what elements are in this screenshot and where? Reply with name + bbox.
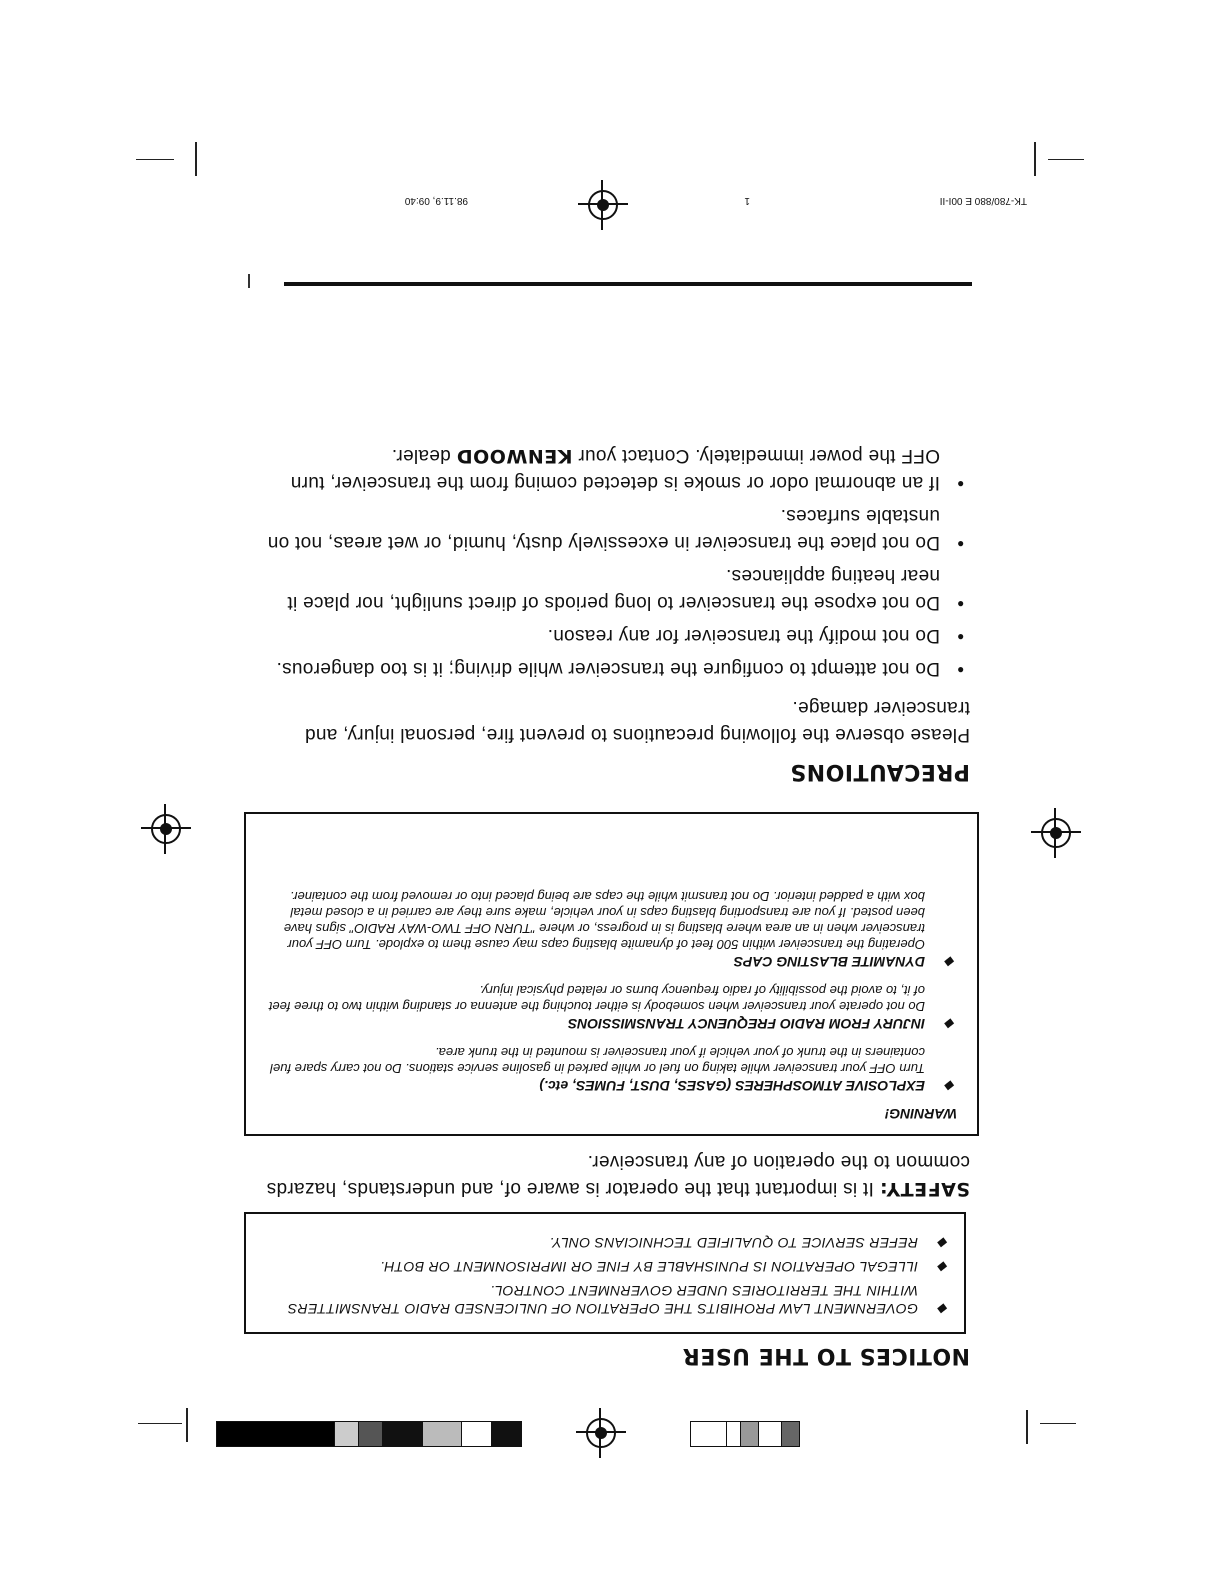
- crop-mark: [195, 142, 197, 176]
- diamond-bullet-icon: ◆: [937, 1302, 948, 1317]
- warning-item: ◆ DYNAMITE BLASTING CAPS Operating the transceiver within 500 feet of dynamite blasting caps may cause them to explode. Turn OFF your transceiver when in an area where blasting is in progress, or where "TURN OFF TWO-WAY RADIO" signs have been posted. If you are transporting blasting caps in your vehicle, make sure they are carried in a closed metal box with a padded interior. Do not transmit while the caps are being placed into or removed from the container.: [283, 889, 955, 970]
- diamond-bullet-icon: ◆: [945, 955, 955, 970]
- footer-rule: [284, 282, 972, 286]
- precaution-item: • Do not place the transceiver in excessively dusty, humid, or wet areas, not on unstable surfaces.: [250, 502, 970, 556]
- warning-box: [244, 812, 979, 1136]
- color-bar: [216, 1421, 522, 1447]
- kenwood-brand: KENWOOD: [456, 445, 573, 467]
- bullet-icon: •: [957, 625, 964, 646]
- registration-mark-icon: [588, 190, 618, 220]
- crop-mark: [138, 1423, 182, 1424]
- warning-item: ◆ EXPLOSIVE ATMOSPHERES (GASES, DUST, FUMES, etc.) Turn OFF your transceiver while taking on fuel or while parked in gasoline service stations. Do not carry spare fuel containers in the trunk of your vehicle if your transceiver is mounted in the trunk area.: [270, 1045, 955, 1094]
- scan-speck: [248, 274, 250, 288]
- warning-item: ◆ INJURY FROM RADIO FREQUENCY TRANSMISSIONS Do not operate your transceiver when somebody is either touching the antenna or standing within two to three feet of it, to avoid the possibility of radio frequency burns or related physical injury.: [268, 983, 955, 1032]
- safety-label: SAFETY:: [879, 1178, 970, 1200]
- diamond-bullet-icon: ◆: [945, 1079, 955, 1094]
- precautions-list-wrap: [250, 436, 970, 682]
- crop-mark: [1034, 142, 1036, 176]
- notice-item: ◆ ILLEGAL OPERATION IS PUNISHABLE BY FINE OR IMPRISONMENT OR BOTH.: [379, 1259, 948, 1275]
- warning-title: WARNING!: [884, 1106, 957, 1122]
- diamond-bullet-icon: ◆: [937, 1260, 948, 1275]
- precautions-title: PRECAUTIONS: [789, 759, 970, 784]
- notice-item: ◆ GOVERNMENT LAW PROHIBITS THE OPERATION OF UNLICENSED RADIO TRANSMITTERS WITHIN THE TERRITORIES UNDER GOVERNMENT CONTROL.: [287, 1283, 948, 1317]
- registration-mark-icon: [1041, 818, 1071, 848]
- precaution-item: • Do not expose the transceiver to long periods of direct sunlight, nor place it near heating appliances.: [250, 562, 970, 616]
- bullet-icon: •: [957, 532, 964, 553]
- precautions-list: [250, 442, 970, 682]
- notices-title: NOTICES TO THE USER: [682, 1343, 970, 1368]
- file-code: TK-780/880 E 00I-II: [939, 195, 1027, 206]
- bullet-icon: •: [957, 592, 964, 613]
- print-stamp: 98.11.9, 09:40: [404, 195, 468, 206]
- bullet-icon: •: [957, 472, 964, 493]
- registration-mark-icon: [586, 1418, 616, 1448]
- color-bar: [690, 1421, 800, 1447]
- precaution-item: • Do not attempt to configure the transceiver while driving; it is too dangerous.: [250, 655, 970, 682]
- precaution-item: • Do not modify the transceiver for any reason.: [250, 622, 970, 649]
- safety-paragraph: [250, 1148, 970, 1202]
- bullet-icon: •: [957, 658, 964, 679]
- crop-mark: [186, 1408, 188, 1442]
- crop-mark: [1026, 1410, 1028, 1444]
- safety-text: It is important that the operator is aware of, and understands, hazards common to the operation of any transceiver.: [266, 1151, 970, 1199]
- crop-mark: [136, 159, 174, 160]
- crop-mark: [1040, 1423, 1076, 1424]
- crop-mark: [1048, 159, 1084, 160]
- page-number: 1: [744, 195, 750, 206]
- diamond-bullet-icon: ◆: [937, 1236, 948, 1251]
- precautions-intro: Please observe the following precautions to prevent fire, personal injury, and transceiver damage.: [304, 697, 970, 745]
- notice-item: ◆ REFER SERVICE TO QUALIFIED TECHNICIANS ONLY.: [549, 1235, 948, 1251]
- registration-mark-icon: [151, 814, 181, 844]
- precaution-item: • If an abnormal odor or smoke is detected coming from the transceiver, turn OFF the power immediately. Contact your KENWOOD dealer.: [250, 442, 970, 496]
- notices-box: [244, 1212, 966, 1334]
- diamond-bullet-icon: ◆: [945, 1017, 955, 1032]
